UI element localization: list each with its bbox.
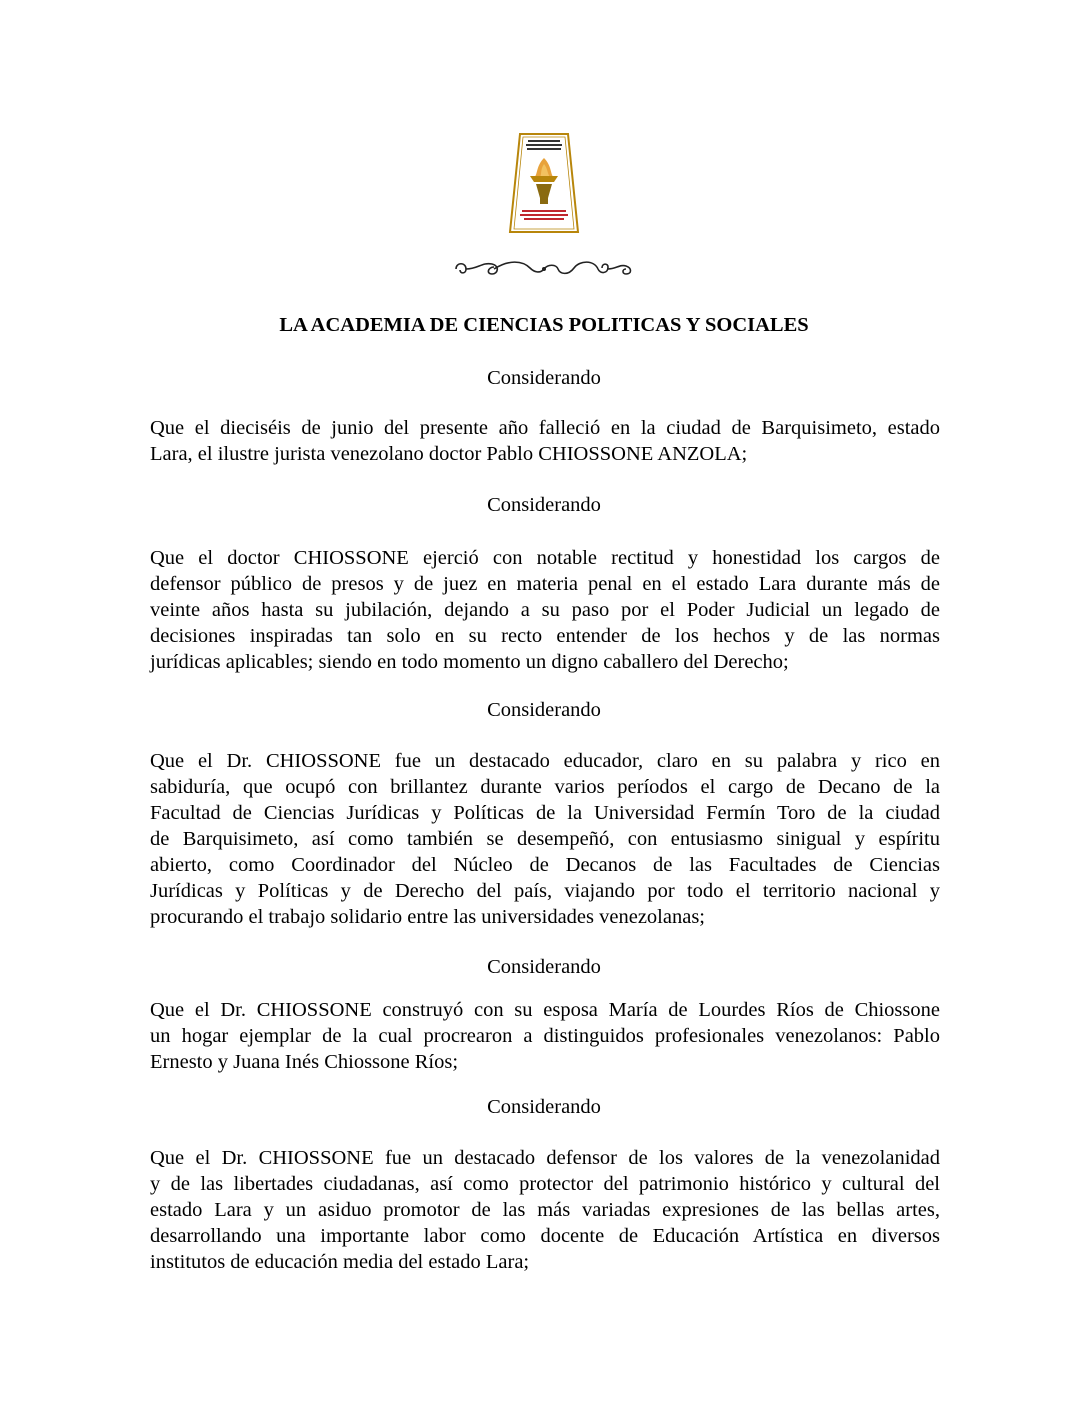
paragraph-line: Que el Dr. CHIOSSONE fue un destacado defensor de los valores de la venezolanidad	[150, 1147, 940, 1169]
section-heading: Considerando	[487, 699, 601, 721]
paragraph-line: decisiones inspiradas tan solo en su recto entender de los hechos y de las normas	[150, 625, 940, 647]
section-heading: Considerando	[487, 956, 601, 978]
section-paragraph	[150, 545, 940, 675]
paragraph-line: Jurídicas y Políticas y de Derecho del país, viajando por todo el territorio nacional y	[150, 880, 940, 902]
section-paragraph	[150, 748, 940, 930]
document-title: LA ACADEMIA DE CIENCIAS POLITICAS Y SOCIALES	[279, 314, 809, 336]
section-heading: Considerando	[487, 1096, 601, 1118]
paragraph-line: Facultad de Ciencias Jurídicas y Políticas de la Universidad Fermín Toro de la ciudad	[150, 802, 940, 824]
paragraph-line: Que el Dr. CHIOSSONE fue un destacado educador, claro en su palabra y rico en	[150, 750, 940, 772]
section-heading: Considerando	[487, 367, 601, 389]
paragraph-line: Ernesto y Juana Inés Chiossone Ríos;	[150, 1051, 459, 1073]
paragraph-line: institutos de educación media del estado Lara;	[150, 1251, 530, 1273]
paragraph-line: sabiduría, que ocupó con brillantez durante varios períodos el cargo de Decano de la	[150, 776, 940, 798]
academy-emblem-logo	[508, 132, 580, 234]
ornamental-flourish	[448, 254, 640, 284]
section-paragraph	[150, 1145, 940, 1275]
paragraph-line: desarrollando una importante labor como docente de Educación Artística en diversos	[150, 1225, 940, 1247]
section-paragraph	[150, 415, 940, 467]
paragraph-line: defensor público de presos y de juez en materia penal en el estado Lara durante más de	[150, 573, 940, 595]
section-heading: Considerando	[487, 494, 601, 516]
paragraph-line: estado Lara y un asiduo promotor de las más variadas expresiones de las bellas artes,	[150, 1199, 940, 1221]
paragraph-line: Lara, el ilustre jurista venezolano doctor Pablo CHIOSSONE ANZOLA;	[150, 443, 748, 465]
paragraph-line: un hogar ejemplar de la cual procrearon a distinguidos profesionales venezolanos: Pablo	[150, 1025, 940, 1047]
paragraph-line: de Barquisimeto, así como también se desempeñó, con entusiasmo sinigual y espíritu	[150, 828, 940, 850]
paragraph-line: veinte años hasta su jubilación, dejando a su paso por el Poder Judicial un legado de	[150, 599, 940, 621]
section-paragraph	[150, 997, 940, 1075]
paragraph-line: procurando el trabajo solidario entre las universidades venezolanas;	[150, 906, 706, 928]
paragraph-line: y de las libertades ciudadanas, así como protector del patrimonio histórico y cultural del	[150, 1173, 940, 1195]
paragraph-line: Que el Dr. CHIOSSONE construyó con su esposa María de Lourdes Ríos de Chiossone	[150, 999, 940, 1021]
paragraph-line: abierto, como Coordinador del Núcleo de Decanos de las Facultades de Ciencias	[150, 854, 940, 876]
paragraph-line: Que el doctor CHIOSSONE ejerció con notable rectitud y honestidad los cargos de	[150, 547, 940, 569]
paragraph-line: Que el dieciséis de junio del presente año falleció en la ciudad de Barquisimeto, estado	[150, 417, 940, 439]
paragraph-line: jurídicas aplicables; siendo en todo momento un digno caballero del Derecho;	[150, 651, 789, 673]
